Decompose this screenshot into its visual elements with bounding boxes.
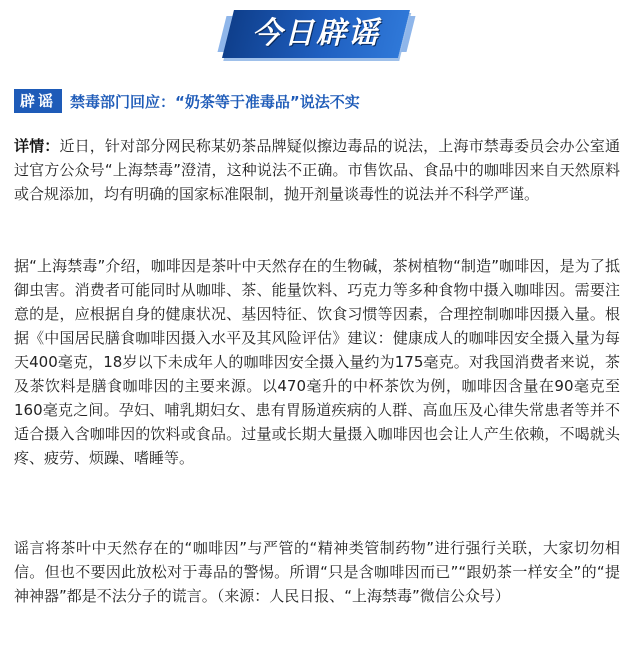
- detail-body: 近日，针对部分网民称某奶茶品牌疑似擦边毒品的说法，上海市禁毒委员会办公室通过官方公众号“上海禁毒”澄清，这种说法不正确。市售饮品、食品中的咖啡因来自天然原料或合规添加，均有明确的国家标准限制，抛开剂量谈毒性的说法并不科学严谨。: [14, 137, 620, 203]
- conclusion-paragraph: 谣言将茶叶中天然存在的“咖啡因”与严管的“精神类管制药物”进行强行关联，大家切勿相信。但也不要因此放松对于毒品的警惕。所谓“只是含咖啡因而已”“跟奶茶一样安全”的“提神神器”都是不法分子的谎言。（来源：人民日报、“上海禁毒”微信公众号）: [14, 539, 620, 605]
- banner: [0, 0, 632, 72]
- rumor-tag: 辟谣: [14, 89, 62, 113]
- detail-label: 详情：: [14, 137, 60, 155]
- caffeine-paragraph: 据“上海禁毒”介绍，咖啡因是茶叶中天然存在的生物碱，茶树植物“制造”咖啡因，是为了抵御虫害。消费者可能同时从咖啡、茶、能量饮料、巧克力等多种食物中摄入咖啡因。需要注意的是，应根据自身的健康状况、基因特征、饮食习惯等因素，合理控制咖啡因摄入量。根据《中国居民膳食咖啡因摄入水平及其风险评估》建议：健康成人的咖啡因安全摄入量为每天400毫克，18岁以下未成年人的咖啡因安全摄入量约为175毫克。对我国消费者来说，茶及茶饮料是膳食咖啡因的主要来源。以470毫升的中杯茶饮为例，咖啡因含量在90毫克至160毫克之间。孕妇、哺乳期妇女、患有胃肠道疾病的人群、高血压及心律失常患者等并不适合摄入含咖啡因的饮料或食品。过量或长期大量摄入咖啡因也会让人产生依赖，不喝就头疼、疲劳、烦躁、嗜睡等。: [14, 257, 620, 467]
- banner-title: 今日辟谣: [252, 16, 380, 51]
- detail-paragraph: [14, 134, 620, 206]
- headline-text: 禁毒部门回应：“奶茶等于准毒品”说法不实: [70, 92, 360, 111]
- headline: [14, 89, 360, 113]
